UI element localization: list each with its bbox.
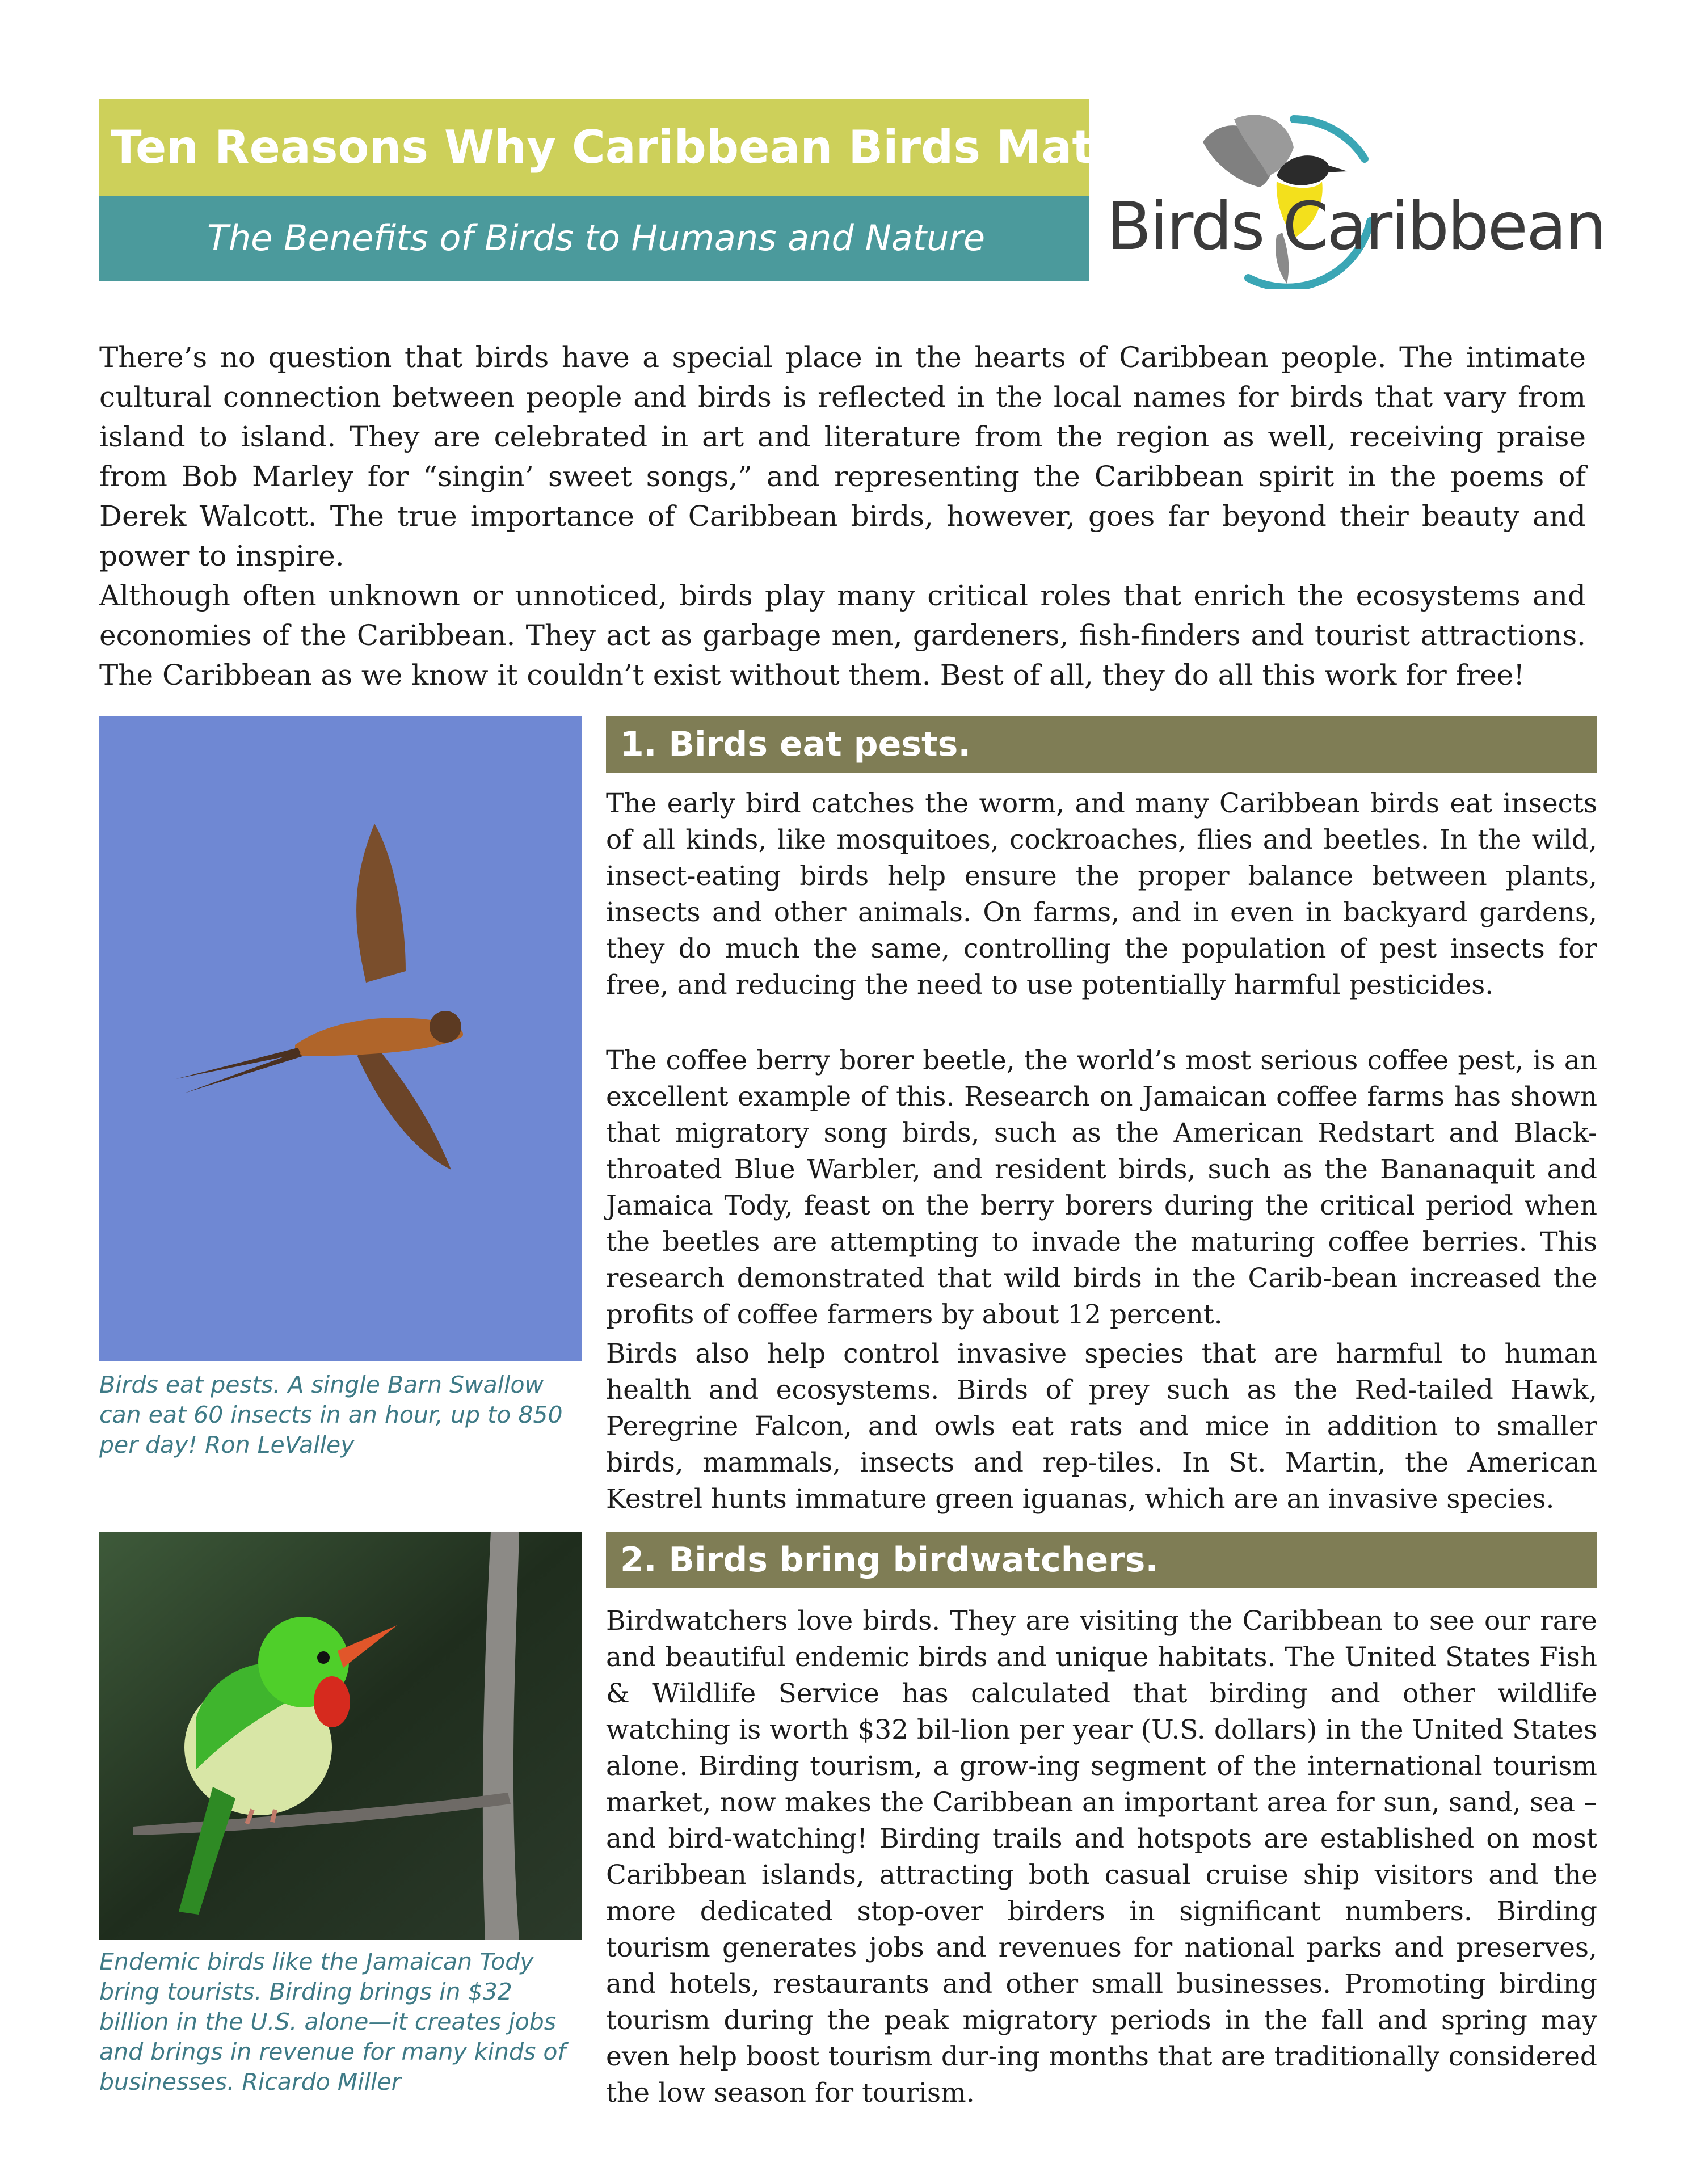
page-subtitle: The Benefits of Birds to Humans and Nature bbox=[207, 217, 986, 259]
section-heading: 1. Birds eat pests. bbox=[606, 716, 1597, 773]
barn-swallow-photo bbox=[99, 716, 582, 1361]
intro-paragraph: There’s no question that birds have a special place in the hearts of Caribbean people. The intimate cultural connection between people and birds is reflected in the local names for birds that vary from island to island. They are celebrated in art and literature from the region as well, receiving praise from Bob Marley for “singin’ sweet songs,” and representing the Caribbean spirit in the poems of Derek Walcott. The true importance of Caribbean birds, however, goes far beyond their beauty and power to inspire. bbox=[99, 341, 1586, 572]
photo-caption: Birds eat pests. A single Barn Swallow can eat 60 insects in an hour, up to 850 per day! Ron LeValley bbox=[99, 1371, 563, 1458]
logo-wordmark: Birds Caribbean bbox=[1106, 188, 1605, 265]
page-title: Ten Reasons Why Caribbean Birds Matter bbox=[111, 121, 1169, 174]
intro-paragraph: Although often unknown or unnoticed, birds play many critical roles that enrich the ecosystems and economies of the Caribbean. They act as garbage men, gardeners, fish-finders and tourist attractions. The Caribbean as we know it couldn’t exist without them. Best of all, they do all this work for free! bbox=[99, 579, 1586, 692]
section-paragraph bbox=[606, 1336, 1597, 1517]
jamaican-tody-photo bbox=[99, 1532, 582, 1940]
paragraph-text: The coffee berry borer beetle, the world’s most serious coffee pest, is an excellent example of this. Research on Jamaican coffee farms has shown that migratory song birds, such as the American Redstart and Black-throated Blue Warbler, and resident birds, such as the Bananaquit and Jamaica Tody, feast on the berry borers during the critical period when the beetles are attempting to invade the maturing coffee berries. This research demonstrated that wild birds in the Carib-bean increased the profits of coffee farmers by about 12 percent. bbox=[606, 1045, 1597, 1330]
paragraph-text: Birdwatchers love birds. They are visiting the Caribbean to see our rare and beautiful endemic birds and unique habitats. The United States Fish & Wildlife Service has calculated that birding and other wildlife watching is worth $32 bil-lion per year (U.S. dollars) in the United States alone. Birding tourism, a grow-ing segment of the international tourism market, now makes the Caribbean an important area for sun, sand, sea – and bird-watching! Birding trails and hotspots are established on most Caribbean islands, attracting both casual cruise ship visitors and the more dedicated stop-over birders in significant numbers. Birding tourism generates jobs and revenues for national parks and preserves, and hotels, restaurants and other small businesses. Promoting birding tourism during the peak migratory periods in the fall and spring may even help boost tourism dur-ing months that are traditionally considered the low season for tourism. bbox=[606, 1605, 1597, 2109]
section-paragraph bbox=[606, 1043, 1597, 1333]
paragraph-text: Birds also help control invasive species that are harmful to human health and ecosystems. Birds of prey such as the Red-tailed Hawk, Peregrine Falcon, and owls eat rats and mice in addition to smaller birds, mammals, insects and rep-tiles. In St. Martin, the American Kestrel hunts immature green iguanas, which are an invasive species. bbox=[606, 1338, 1597, 1515]
section-paragraph bbox=[606, 1603, 1597, 2111]
photo-caption: Endemic birds like the Jamaican Tody bring tourists. Birding brings in $32 billion in the U.S. alone—it creates jobs and brings in revenue for many kinds of businesses. Ricardo Miller bbox=[99, 1948, 566, 2096]
paragraph-text: The early bird catches the worm, and many Caribbean birds eat insects of all kinds, like mosquitoes, cockroaches, flies and beetles. In the wild, insect-eating birds help ensure the proper balance between plants, insects and other animals. On farms, and in even in backyard gardens, they do much the same, controlling the population of pest insects for free, and reducing the need to use potentially harmful pesticides. bbox=[606, 788, 1597, 1001]
section-paragraph bbox=[606, 786, 1597, 1004]
section-heading: 2. Birds bring birdwatchers. bbox=[606, 1532, 1597, 1588]
